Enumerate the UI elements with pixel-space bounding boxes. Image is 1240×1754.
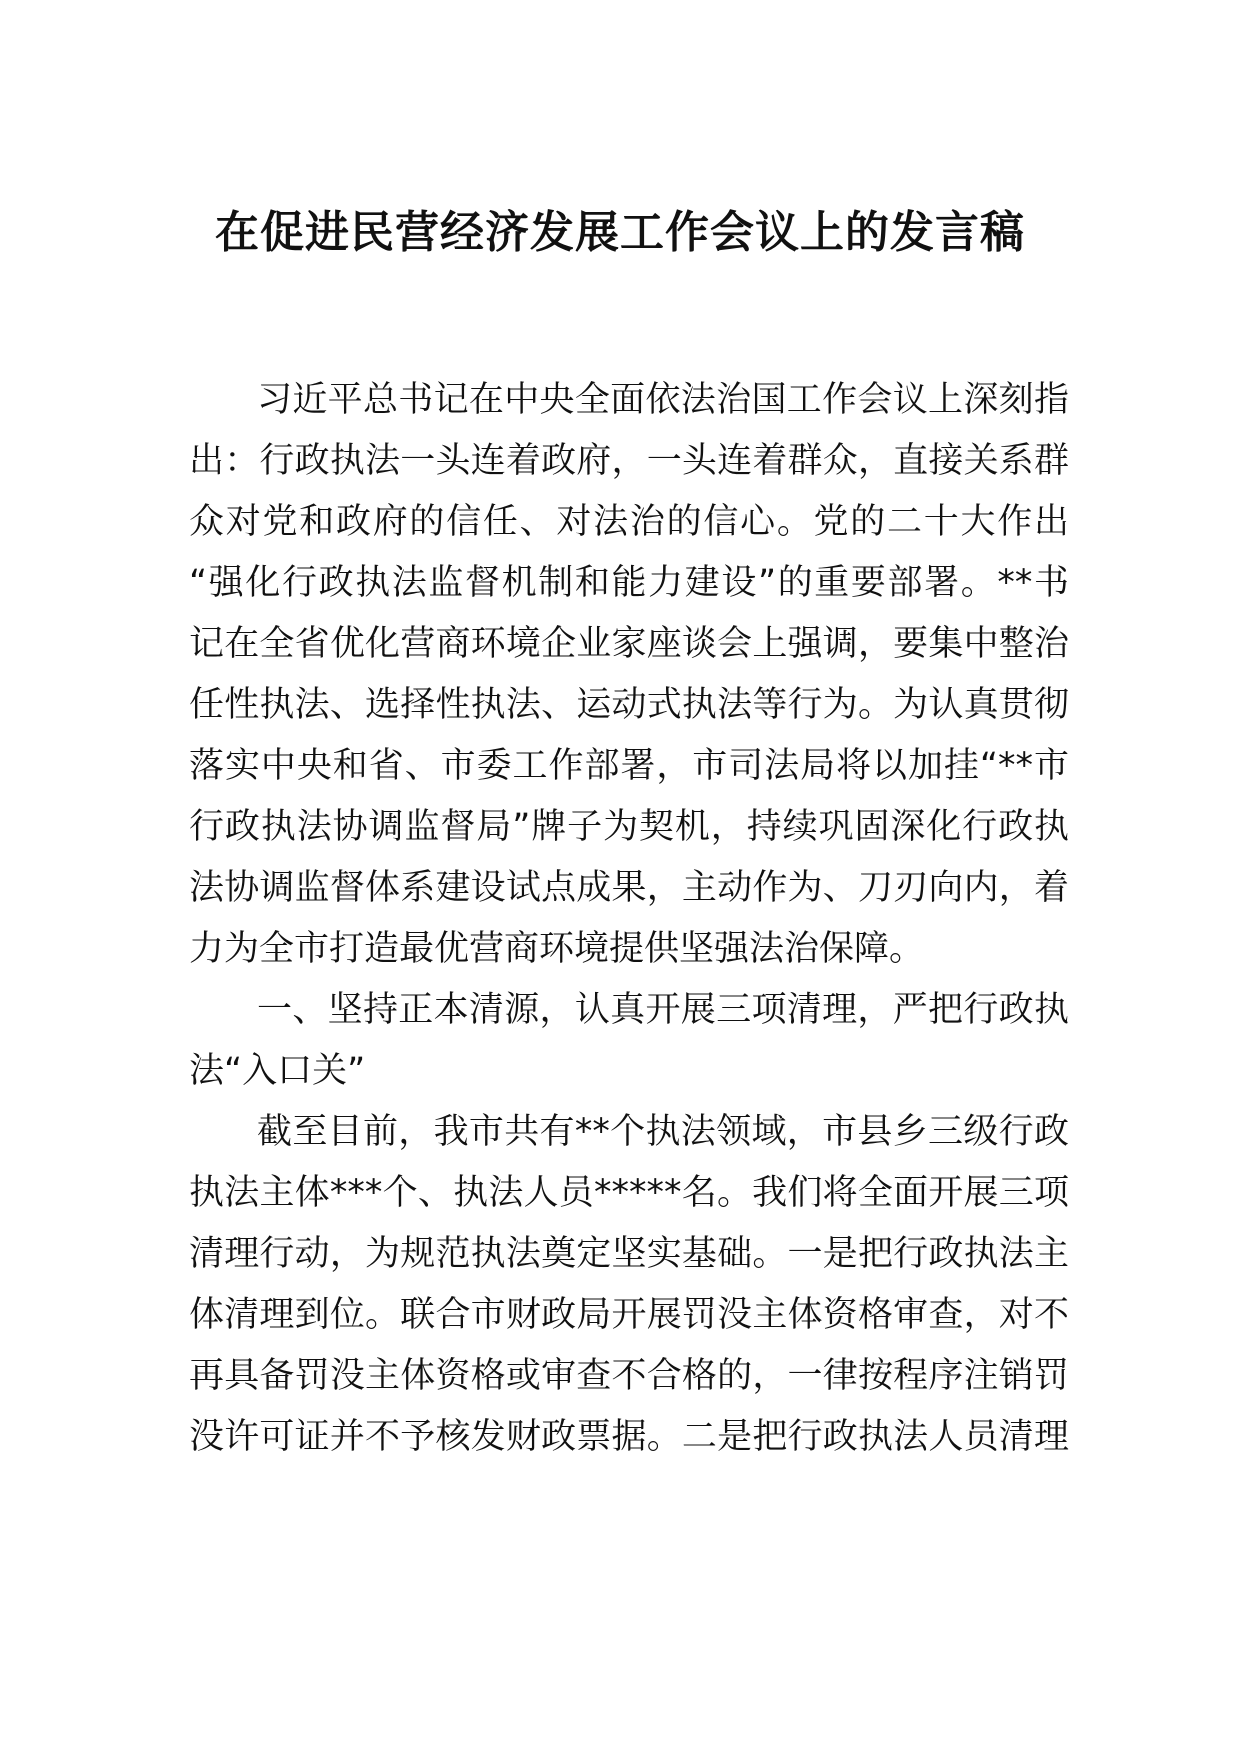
paragraph-1-line-7: 落实中央和省、市委工作部署，市司法局将以加挂“**市 [189,746,1069,786]
paragraph-1-line-8: 行政执法协调监督局”牌子为契机，持续巩固深化行政执 [189,807,1069,847]
paragraph-2-line-1: 截至目前，我市共有**个执法领域，市县乡三级行政 [257,1112,1069,1152]
paragraph-2-line-3: 清理行动，为规范执法奠定坚实基础。一是把行政执法主 [189,1234,1069,1274]
paragraph-2-line-6: 没许可证并不予核发财政票据。二是把行政执法人员清理 [189,1417,1069,1457]
paragraph-1-line-2: 出：行政执法一头连着政府，一头连着群众，直接关系群 [189,441,1069,481]
heading-1-line-1: 一、坚持正本清源，认真开展三项清理，严把行政执 [257,990,1069,1030]
paragraph-1-line-10: 力为全市打造最优营商环境提供坚强法治保障。 [189,929,925,969]
paragraph-2-line-2: 执法主体***个、执法人员*****名。我们将全面开展三项 [189,1173,1069,1213]
paragraph-1-line-6: 任性执法、选择性执法、运动式执法等行为。为认真贯彻 [189,685,1069,725]
heading-1-line-2: 法“入口关” [189,1051,366,1091]
paragraph-1-line-3: 众对党和政府的信任、对法治的信心。党的二十大作出 [189,502,1069,542]
paragraph-2-line-4: 体清理到位。联合市财政局开展罚没主体资格审查，对不 [189,1295,1069,1335]
document-title: 在促进民营经济发展工作会议上的发言稿 [215,207,1025,258]
paragraph-1-line-1: 习近平总书记在中央全面依法治国工作会议上深刻指 [257,380,1069,420]
paragraph-1-line-5: 记在全省优化营商环境企业家座谈会上强调，要集中整治 [189,624,1069,664]
paragraph-1-line-4: “强化行政执法监督机制和能力建设”的重要部署。**书 [189,563,1069,603]
paragraph-1-line-9: 法协调监督体系建设试点成果，主动作为、刀刃向内，着 [189,868,1069,908]
paragraph-2-line-5: 再具备罚没主体资格或审查不合格的，一律按程序注销罚 [189,1356,1069,1396]
